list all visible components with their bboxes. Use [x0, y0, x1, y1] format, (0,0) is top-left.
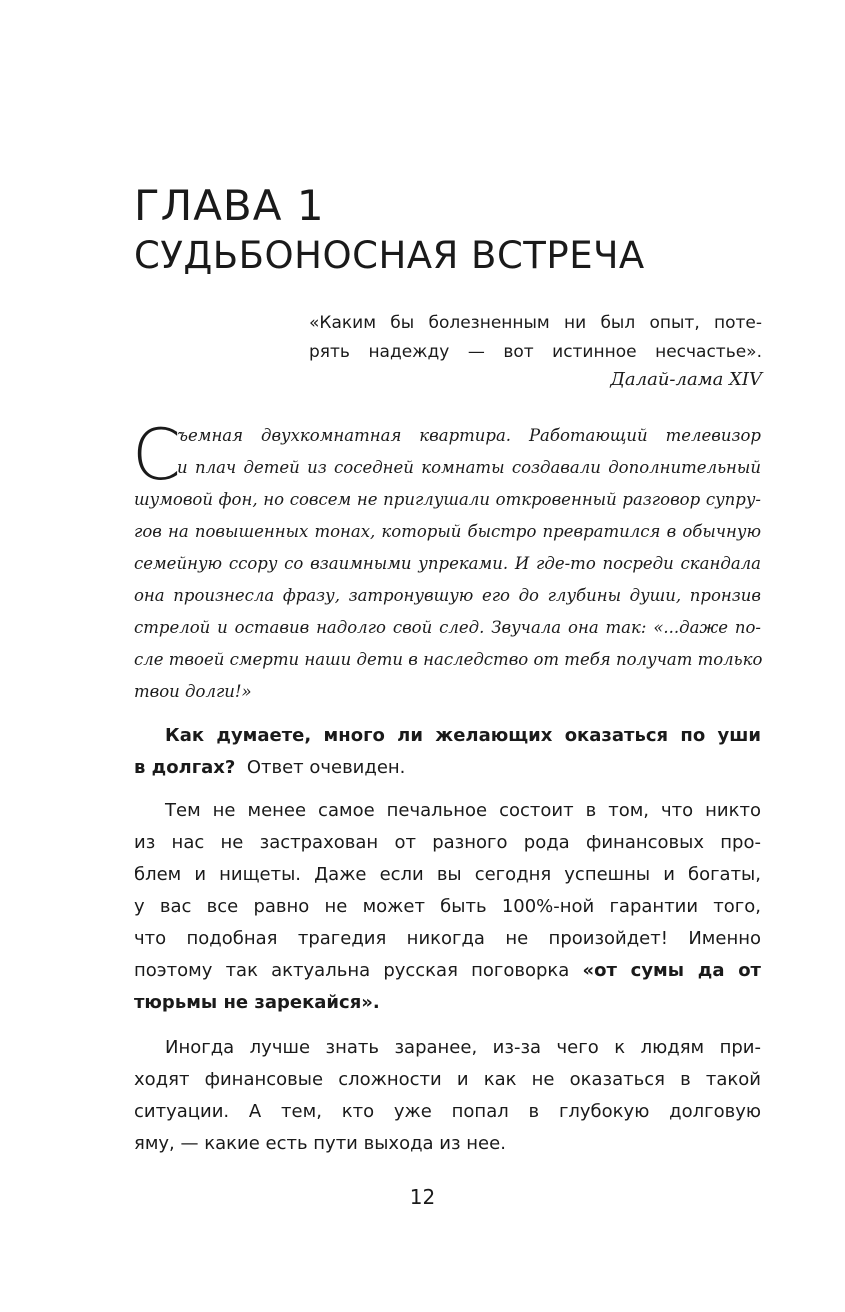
body-line: Иногда лучше знать заранее, из-за чего к людям при- — [165, 1037, 761, 1058]
answer-text: Ответ очевиден. — [246, 757, 406, 778]
intro-line: шумовой фон, но совсем не приглушали откровенный разговор супру- — [134, 490, 761, 509]
body-line: ходят финансовые сложности и как не оказаться в такой — [134, 1069, 761, 1090]
proverb-line: тюрьмы не зарекайся». — [134, 992, 380, 1013]
intro-line: ъемная двухкомнатная квартира. Работающий телевизор — [177, 426, 761, 445]
intro-line: и плач детей из соседней комнаты создавали дополнительный — [177, 458, 761, 477]
epigraph-author: Далай-лама XIV — [610, 369, 762, 390]
intro-paragraph — [132, 414, 763, 708]
body-line: яму, — какие есть пути выхода из нее. — [134, 1133, 506, 1154]
body-line: из нас не застрахован от разного рода финансовых про- — [134, 832, 761, 853]
page-number: 12 — [409, 1185, 436, 1209]
body-line: у вас все равно не может быть 100%-ной гарантии того, — [134, 896, 761, 917]
proverb-fragment: «от сумы да от — [582, 960, 761, 981]
intro-line: сле твоей смерти наши дети в наследство от тебя получат только — [134, 650, 763, 669]
intro-line: гов на повышенных тонах, который быстро превратился в обычную — [134, 522, 761, 541]
body-line — [134, 955, 761, 987]
epigraph-quote — [309, 309, 762, 367]
body-paragraph-3 — [134, 1032, 761, 1160]
body-line: блем и нищеты. Даже если вы сегодня успешны и богаты, — [134, 864, 761, 885]
body-line: Тем не менее самое печальное состоит в том, что никто — [165, 800, 761, 821]
chapter-number: ГЛАВА 1 — [134, 181, 325, 230]
intro-line: твои долги!» — [134, 682, 252, 701]
question-paragraph — [134, 720, 761, 784]
question-line: Как думаете, много ли желающих оказаться по уши — [165, 725, 761, 746]
body-paragraph-2 — [134, 795, 761, 1019]
intro-line: стрелой и оставив надолго свой след. Звучала она так: «...даже по- — [134, 618, 761, 637]
intro-line: она произнесла фразу, затронувшую его до глубины души, пронзив — [134, 586, 761, 605]
epigraph-line: «Каким бы болезненным ни был опыт, поте- — [309, 313, 762, 333]
body-line: ситуации. А тем, кто уже попал в глубокую долговую — [134, 1101, 761, 1122]
chapter-title: СУДЬБОНОСНАЯ ВСТРЕЧА — [134, 234, 645, 277]
drop-cap: С — [132, 414, 181, 496]
intro-line: семейную ссору со взаимными упреками. И где-то посреди скандала — [134, 554, 761, 573]
question-bold-fragment: в долгах? — [134, 757, 236, 778]
epigraph-line: рять надежду — вот истинное несчастье». — [309, 342, 762, 362]
body-fragment: поэтому так актуальна русская поговорка — [134, 960, 570, 981]
body-line: что подобная трагедия никогда не произойдет! Именно — [134, 928, 761, 949]
question-line — [134, 752, 761, 784]
